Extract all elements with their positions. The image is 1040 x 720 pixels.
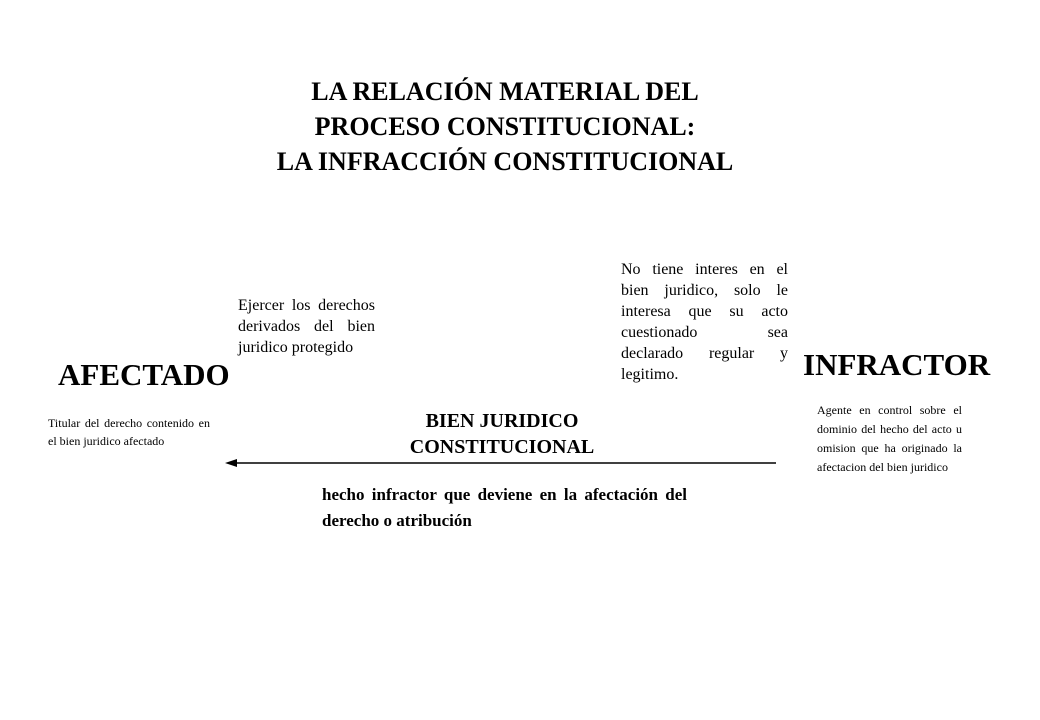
infractor-description: Agente en control sobre el dominio del hecho del acto u omision que ha originado la afectacion del bien juridico [817,403,962,474]
title-line-1: LA RELACIÓN MATERIAL DEL [311,77,699,106]
afectado-interest-text: Ejercer los derechos derivados del bien juridico protegido [238,297,375,356]
title-line-2: PROCESO CONSTITUCIONAL: [314,112,696,141]
hecho-infractor-text: hecho infractor que deviene en la afectación del derecho o atribución [322,485,687,530]
bien-juridico-line-2: CONSTITUCIONAL [409,436,595,458]
infractor-label: INFRACTOR [803,347,991,382]
bien-juridico-line-1: BIEN JURIDICO [425,410,579,432]
arrow-head [225,459,237,467]
afectado-label: AFECTADO [58,357,230,392]
infractor-interest-text: No tiene interes en el bien juridico, solo le interesa que su acto cuestionado sea declarado regular y legitimo. [621,261,788,383]
afectado-description: Titular del derecho contenido en el bien juridico afectado [48,416,210,448]
title-line-3: LA INFRACCIÓN CONSTITUCIONAL [276,147,734,176]
